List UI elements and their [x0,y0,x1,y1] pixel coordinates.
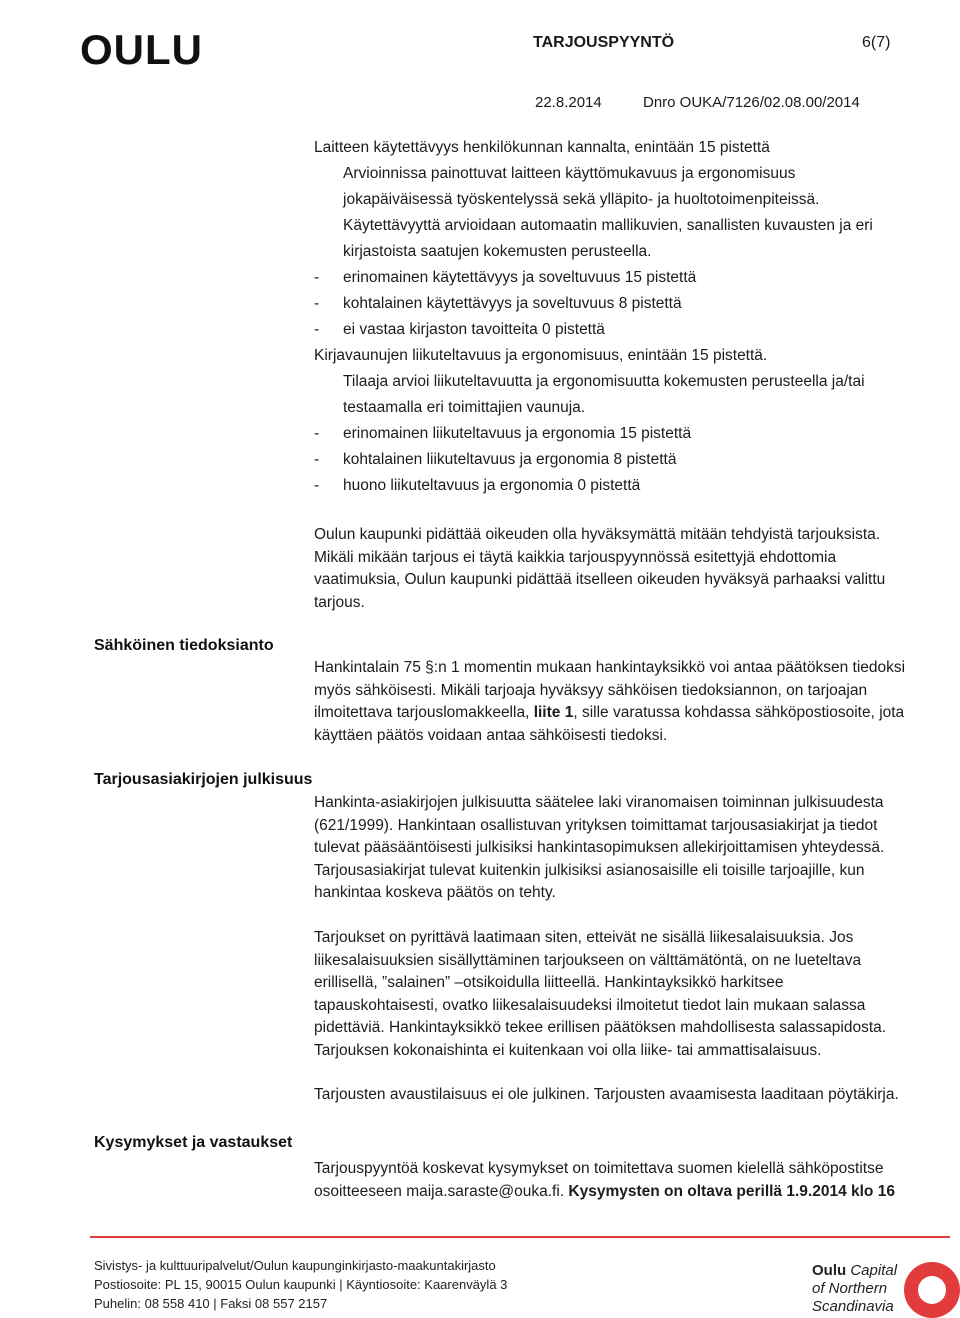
list-dash: - [314,425,320,442]
rights-paragraph [314,524,956,614]
criterion-heading-usability: Laitteen käytettävyys henkilökunnan kannalta, enintään 15 pistettä [314,139,770,156]
publicity-paragraph-3: Tarjousten avaustilaisuus ei ole julkinen. Tarjousten avaamisesta laaditaan pöytäkirja. [314,1086,899,1103]
paragraph-line: erillisellä, ”salainen” –otsikoidulla liitteellä. Hankintayksikkö harkitsee [314,974,784,991]
paragraph-line: pidettäviä. Hankintayksikkö tekee erillisen päätöksen mahdollisesta salassapidosta. [314,1019,887,1036]
paragraph-line: liikesalaisuuksien sisällyttäminen tarjoukseen on välttämätöntä, on ne lueteltava [314,951,862,969]
publicity-paragraph-1 [314,792,956,905]
section-title-questions: Kysymykset ja vastaukset [94,1134,293,1151]
document-date: 22.8.2014 [535,94,602,111]
paragraph-line: Hankinta-asiakirjojen julkisuutta säätelee laki viranomaisen toiminnan julkisuudesta [314,794,884,811]
section-title-notification: Sähköinen tiedoksianto [94,637,274,654]
paragraph-line: Tarjoukset on pyrittävä laatimaan siten, etteivät ne sisällä liikesalaisuuksia. Jos [314,929,854,946]
paragraph-line: osoitteeseen maija.saraste@ouka.fi. Kysymysten on oltava perillä 1.9.2014 klo 16 [314,1182,895,1200]
attachment-reference: liite 1 [533,704,574,721]
publicity-paragraph-2 [314,927,956,1062]
brand-mark-inner [918,1276,946,1304]
section-title-publicity: Tarjousasiakirjojen julkisuus [94,771,313,788]
paragraph-line: vaatimuksia, Oulun kaupunki pidättää itselleen oikeuden hyväksyä parhaaksi valittu [314,571,886,588]
score-item: kohtalainen liikuteltavuus ja ergonomia 8 pistettä [343,451,677,468]
criterion-desc-line: Tilaaja arvioi liikuteltavuutta ja ergonomisuutta kokemusten perusteella ja/tai [343,373,865,390]
footer-address: Postiosoite: PL 15, 90015 Oulun kaupunki | Käyntiosoite: Kaarenväylä 3 [94,1277,508,1292]
page-number: 6(7) [862,34,891,51]
score-item: erinomainen käytettävyys ja soveltuvuus 15 pistettä [343,269,697,286]
footer-phone: Puhelin: 08 558 410 | Faksi 08 557 2157 [94,1296,328,1311]
paragraph-line: myös sähköisesti. Mikäli tarjoaja hyväksyy sähköisen tiedoksiannon, on tarjoajan [314,681,868,699]
score-item: kohtalainen käytettävyys ja soveltuvuus 8 pistettä [343,295,682,312]
list-dash: - [314,477,320,494]
paragraph-line: tulevat pääsääntöisesti julkisiksi hankintasopimuksen allekirjoittamisen yhteydessä. [314,839,885,856]
criterion-desc-line: testaamalla eri toimittajien vaunuja. [343,399,586,416]
notification-paragraph [314,657,956,747]
list-dash: - [314,321,320,338]
paragraph-line: tarjous. [314,593,365,611]
list-dash: - [314,295,320,312]
footer-divider [90,1236,950,1238]
paragraph-line: Hankintalain 75 §:n 1 momentin mukaan hankintayksikkö voi antaa päätöksen tiedoksi [314,659,906,676]
paragraph-line: (621/1999). Hankintaan osallistuvan yrityksen toimittamat tarjousasiakirjat ja tiedot [314,816,878,834]
score-item: ei vastaa kirjaston tavoitteita 0 pistettä [343,321,605,338]
questions-paragraph [314,1158,956,1203]
paragraph-line: Tarjouksen kokonaishinta ei kuitenkaan voi olla liike- tai ammattisalaisuus. [314,1041,822,1059]
document-number: Dnro OUKA/7126/02.08.00/2014 [643,94,860,111]
deadline-text: Kysymysten on oltava perillä 1.9.2014 klo 16 [568,1182,895,1200]
oulu-logo: OULU [80,26,203,73]
document-type: TARJOUSPYYNTÖ [533,34,675,51]
criterion-desc-line: Arvioinnissa painottuvat laitteen käyttömukavuus ja ergonomisuus [343,165,796,182]
paragraph-line: tapauskohtaisesti, ovatko liikesalaisuudeksi ilmoitetut tiedot lain mukaan salassa [314,996,866,1014]
oulu-capital-slogan: Oulu Capital of Northern Scandinavia [812,1262,898,1315]
paragraph-line: Oulun kaupunki pidättää oikeuden olla hyväksymättä mitään tehdyistä tarjouksista. [314,526,881,543]
footer-department: Sivistys- ja kulttuuripalvelut/Oulun kaupunginkirjasto-maakuntakirjasto [94,1258,496,1273]
criterion-desc-line: kirjastoista saatujen kokemusten perusteella. [343,243,652,260]
paragraph-line: Tarjousasiakirjat tulevat kuitenkin julkisiksi asianosaisille eli toisille tarjoajille, kun [314,861,865,879]
criterion-desc-line: jokapäiväisessä työskentelyssä sekä ylläpito- ja huoltotoimenpiteissä. [343,191,820,208]
criterion-heading-carts: Kirjavaunujen liikuteltavuus ja ergonomisuus, enintään 15 pistettä. [314,347,768,364]
list-dash: - [314,451,320,468]
paragraph-line: ilmoitettava tarjouslomakkeella, liite 1, sille varatussa kohdassa sähköpostiosoite, jota [314,704,905,721]
list-dash: - [314,269,320,286]
paragraph-line: hankintaa koskeva päätös on tehty. [314,884,556,901]
paragraph-line: Mikäli mikään tarjous ei täytä kaikkia tarjouspyynnössä esitettyjä ehdottomia [314,548,837,566]
criterion-desc-line: Käytettävyyttä arvioidaan automaatin mallikuvien, sanallisten kuvausten ja eri [343,217,873,234]
paragraph-line: Tarjouspyyntöä koskevat kysymykset on toimitettava suomen kielellä sähköpostitse [314,1160,884,1177]
paragraph-line: käyttäen päätös voidaan antaa sähköisesti tiedoksi. [314,726,668,744]
score-item: erinomainen liikuteltavuus ja ergonomia 15 pistettä [343,425,692,442]
score-item: huono liikuteltavuus ja ergonomia 0 pistettä [343,477,641,494]
